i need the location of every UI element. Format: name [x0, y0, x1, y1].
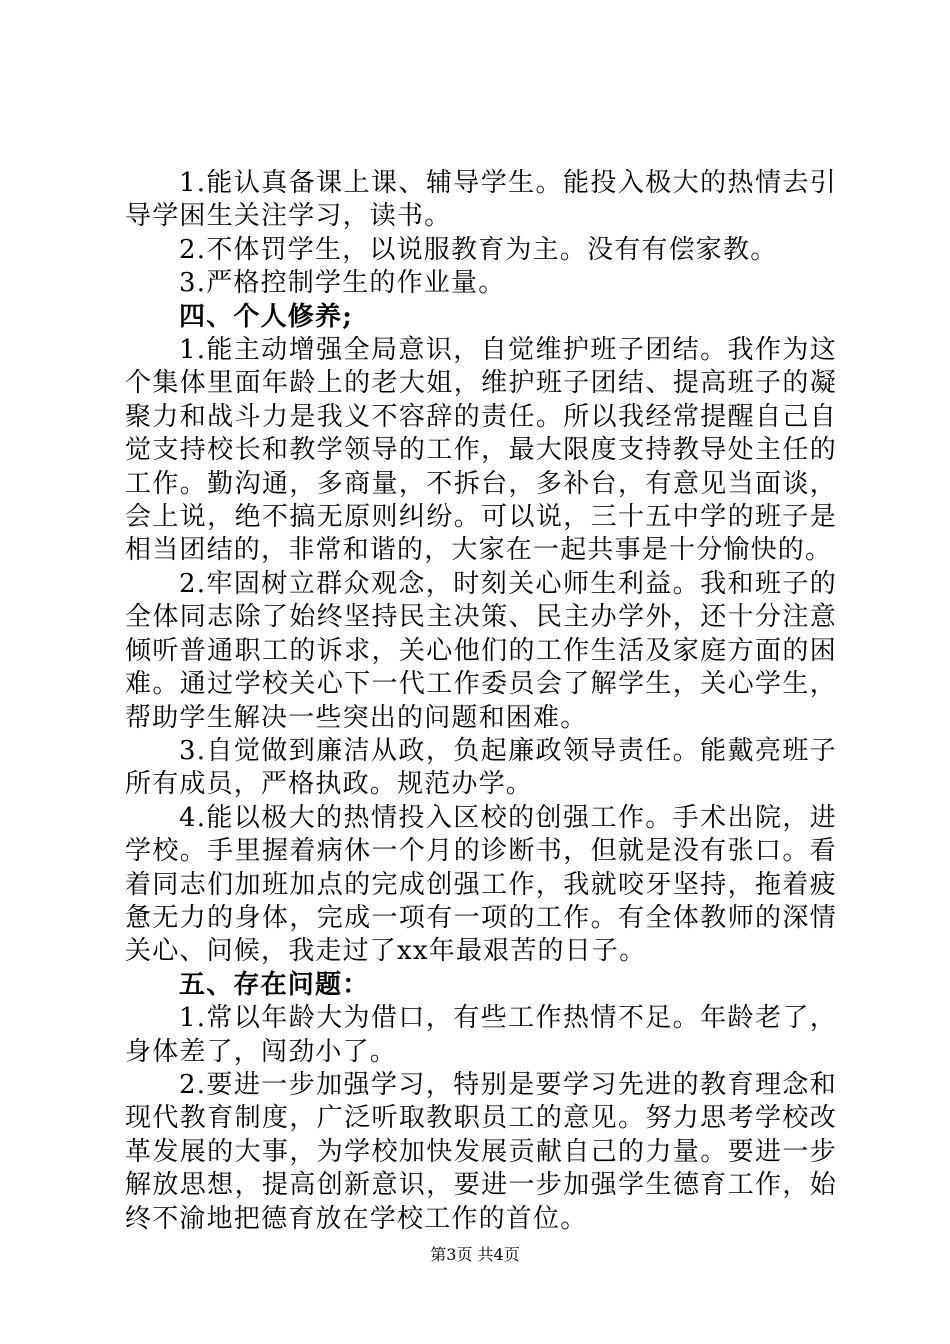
- document-body: [125, 167, 837, 1236]
- paragraph-item-4-1: 1.能主动增强全局意识，自觉维护班子团结。我作为这个集体里面年龄上的老大姐，维护班子团结、提高班子的凝聚力和战斗力是我义不容辞的责任。所以我经常提醒自己自觉支持校长和教学领导的工作，最大限度支持教导处主任的工作。勤沟通，多商量，不拆台，多补台，有意见当面谈，会上说，绝不搞无原则纠纷。可以说，三十五中学的班子是相当团结的，非常和谐的，大家在一起共事是十分愉快的。: [125, 335, 837, 566]
- section-heading-4: 四、个人修养;: [179, 301, 353, 332]
- paragraph-item-1: 1.能认真备课上课、辅导学生。能投入极大的热情去引导学困生关注学习，读书。: [125, 168, 837, 232]
- section-heading-5: 五、存在问题：: [179, 969, 370, 1000]
- paragraph-item-4-3: 3.自觉做到廉洁从政，负起廉政领导责任。能戴亮班子所有成员，严格执政。规范办学。: [125, 735, 837, 800]
- paragraph-item-5-2: 2.要进一步加强学习，特别是要学习先进的教育理念和现代教育制度，广泛听取教职员工的意见。努力思考学校改革发展的大事，为学校加快发展贡献自己的力量。要进一步解放思想，提高创新意识，要进一步加强学生德育工作，始终不渝地把德育放在学校工作的首位。: [125, 1069, 837, 1234]
- paragraph-item-4-4: 4.能以极大的热情投入区校的创强工作。手术出院，进学校。手里握着病休一个月的诊断书，但就是没有张口。看着同志们加班加点的完成创强工作，我就咬牙坚持，拖着疲惫无力的身体，完成一项有一项的工作。有全体教师的深情关心、问候，我走过了xx年最艰苦的日子。: [125, 802, 837, 967]
- paragraph-item-5-1: 1.常以年龄大为借口，有些工作热情不足。年龄老了，身体差了，闯劲小了。: [125, 1003, 837, 1067]
- paragraph-item-4-2: 2.牢固树立群众观念，时刻关心师生利益。我和班子的全体同志除了始终坚持民主决策、民主办学外，还十分注意倾听普通职工的诉求，关心他们的工作生活及家庭方面的困难。通过学校关心下一代工作委员会了解学生，关心学生，帮助学生解决一些突出的问题和困难。: [125, 568, 837, 733]
- paragraph-item-3: 3.严格控制学生的作业量。: [179, 268, 506, 299]
- page-footer: 第3页 共4页: [430, 1245, 520, 1264]
- paragraph-item-2: 2.不体罚学生，以说服教育为主。没有有偿家教。: [179, 234, 778, 265]
